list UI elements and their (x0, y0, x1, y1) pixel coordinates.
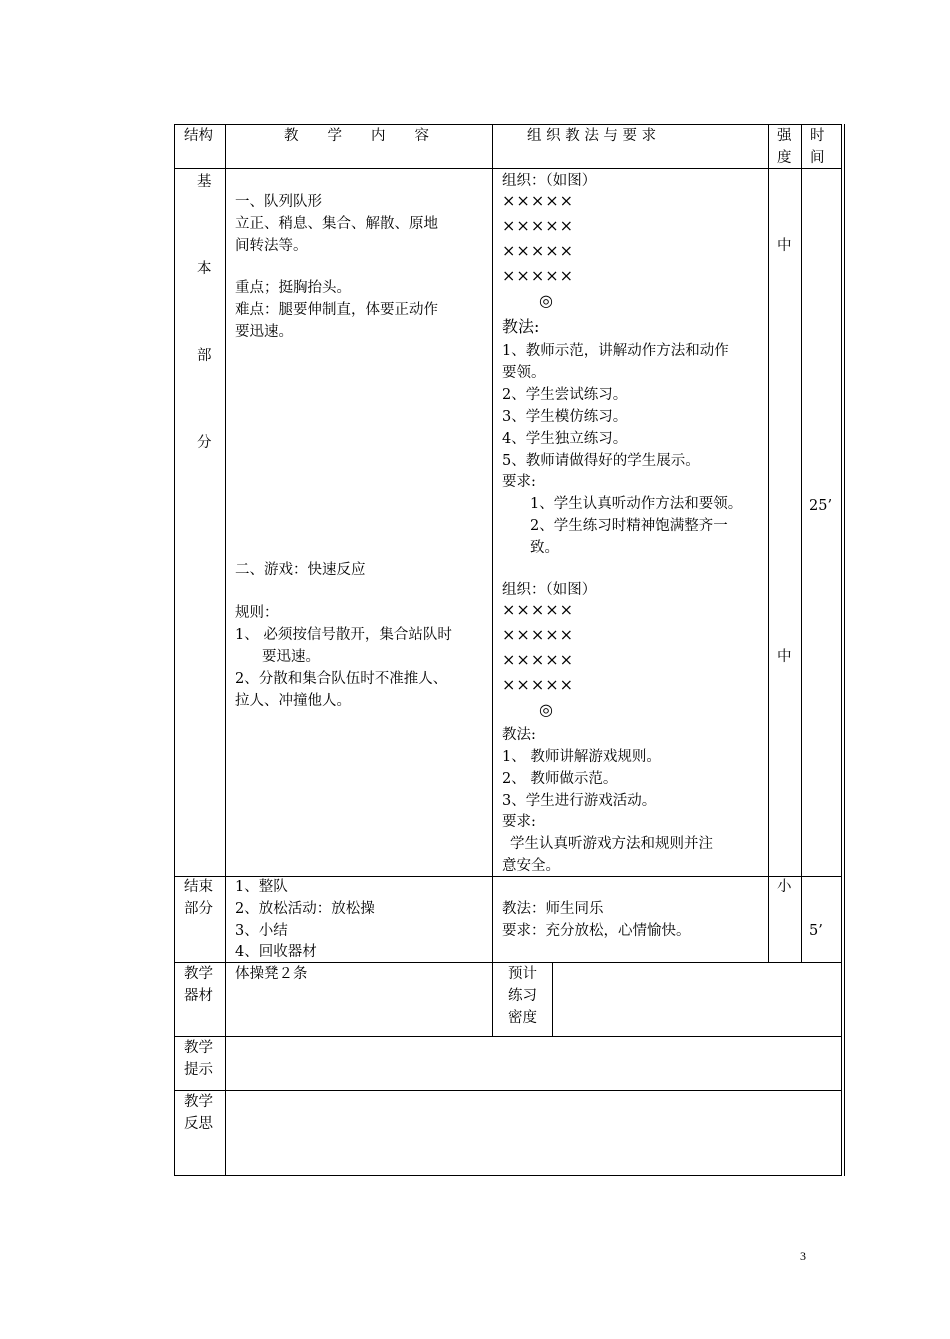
header-intensity-line2: 度 (777, 150, 792, 166)
requirement-title: 要求: (502, 814, 536, 830)
content-column-divider (492, 124, 493, 1036)
method-line: 2、学生尝试练习。 (502, 387, 628, 403)
content-line: 难点：腿要伸制直，体要正动作 (235, 302, 438, 318)
ending-requirement: 要求：充分放松，心情愉快。 (502, 923, 691, 939)
intensity-column-divider (801, 124, 802, 962)
formation-row: ××××× (502, 650, 575, 669)
time-value: 25’ (809, 498, 833, 514)
content-line: 二、游戏：快速反应 (235, 562, 366, 578)
equipment-label-line1: 教学 (184, 966, 213, 982)
organization-title: 组织：（如图） (502, 582, 597, 598)
content-line: 一、队列队形 (235, 194, 322, 210)
header-time-line1: 时 (810, 128, 825, 144)
table-border-left (174, 124, 175, 1176)
content-line: 立正、稍息、集合、解散、原地 (235, 216, 438, 232)
method-line: 5、教师请做得好的学生展示。 (502, 453, 700, 469)
content-line: 2、分散和集合队伍时不准推人、 (235, 671, 448, 687)
reflection-label-line2: 反思 (184, 1116, 213, 1132)
hints-label-line2: 提示 (184, 1062, 213, 1078)
content-line: 重点；挺胸抬头。 (235, 280, 351, 296)
density-label-line2: 练习 (508, 988, 537, 1004)
ending-method: 教法：师生同乐 (502, 901, 604, 917)
requirement-line: 意安全。 (502, 858, 560, 874)
basic-label-char: 本 (197, 261, 212, 277)
requirement-line: 2、学生练习时精神饱满整齐一 (530, 518, 728, 534)
method-line: 4、学生独立练习。 (502, 431, 628, 447)
content-line: 间转法等。 (235, 238, 308, 254)
content-line: 要迅速。 (262, 649, 320, 665)
header-content: 教 学 内 容 (284, 128, 429, 144)
content-line: 规则： (235, 605, 279, 621)
method-title: 教法: (502, 727, 536, 743)
teacher-position-mark: ◎ (539, 700, 553, 719)
method-line: 3、学生进行游戏活动。 (502, 793, 657, 809)
header-method: 组 织 教 法 与 要 求 (527, 128, 657, 144)
content-line: 1、 必须按信号散开，集合站队时 (235, 627, 452, 643)
density-value-divider (552, 962, 553, 1036)
table-border-top (174, 124, 842, 125)
content-line: 要迅速。 (235, 324, 293, 340)
structure-column-divider (225, 124, 226, 1176)
method-title: 教法: (502, 317, 540, 336)
ending-time: 5’ (809, 923, 823, 939)
formation-row: ××××× (502, 241, 575, 260)
basic-label-char: 基 (197, 174, 212, 190)
requirement-line: 1、学生认真听动作方法和要领。 (530, 496, 743, 512)
requirement-line: 致。 (530, 540, 559, 556)
header-time-line2: 间 (810, 150, 825, 166)
equipment-row-divider (174, 1036, 842, 1037)
method-line: 1、教师示范，讲解动作方法和动作 (502, 343, 729, 359)
table-border-bottom (174, 1175, 842, 1176)
ending-intensity: 小 (777, 879, 792, 895)
formation-row: ××××× (502, 216, 575, 235)
method-column-divider (768, 124, 769, 962)
method-line: 2、 教师做示范。 (502, 771, 618, 787)
intensity-value: 中 (777, 238, 792, 254)
content-line: 拉人、冲撞他人。 (235, 693, 351, 709)
method-line: 要领。 (502, 365, 546, 381)
header-structure: 结构 (184, 128, 213, 144)
page-number: 3 (800, 1249, 806, 1263)
ending-content-line: 4、回收器材 (235, 944, 317, 960)
density-label-line1: 预计 (508, 966, 537, 982)
ending-content-line: 1、整队 (235, 879, 288, 895)
hints-label-line1: 教学 (184, 1040, 213, 1056)
formation-row: ××××× (502, 266, 575, 285)
equipment-value: 体操凳２条 (235, 966, 308, 982)
basic-label-char: 分 (197, 435, 212, 451)
table-border-right-outer (844, 124, 845, 1176)
method-line: 3、学生模仿练习。 (502, 409, 628, 425)
basic-label-char: 部 (197, 348, 212, 364)
hints-row-divider (174, 1090, 842, 1091)
ending-label-line2: 部分 (184, 901, 213, 917)
teacher-position-mark: ◎ (539, 291, 553, 310)
table-border-right (841, 124, 842, 1176)
organization-title: 组织：（如图） (502, 173, 597, 189)
ending-content-line: 3、小结 (235, 923, 288, 939)
equipment-label-line2: 器材 (184, 988, 213, 1004)
header-row-divider (174, 168, 842, 169)
header-intensity-line1: 强 (777, 128, 792, 144)
requirement-title: 要求: (502, 474, 536, 490)
ending-content-line: 2、放松活动：放松操 (235, 901, 375, 917)
intensity-value: 中 (777, 649, 792, 665)
reflection-label-line1: 教学 (184, 1094, 213, 1110)
formation-row: ××××× (502, 600, 575, 619)
formation-row: ××××× (502, 625, 575, 644)
method-line: 1、 教师讲解游戏规则。 (502, 749, 661, 765)
ending-label-line1: 结束 (184, 879, 213, 895)
formation-row: ××××× (502, 191, 575, 210)
density-label-line3: 密度 (508, 1010, 537, 1026)
requirement-line: 学生认真听游戏方法和规则并注 (510, 836, 713, 852)
formation-row: ××××× (502, 675, 575, 694)
